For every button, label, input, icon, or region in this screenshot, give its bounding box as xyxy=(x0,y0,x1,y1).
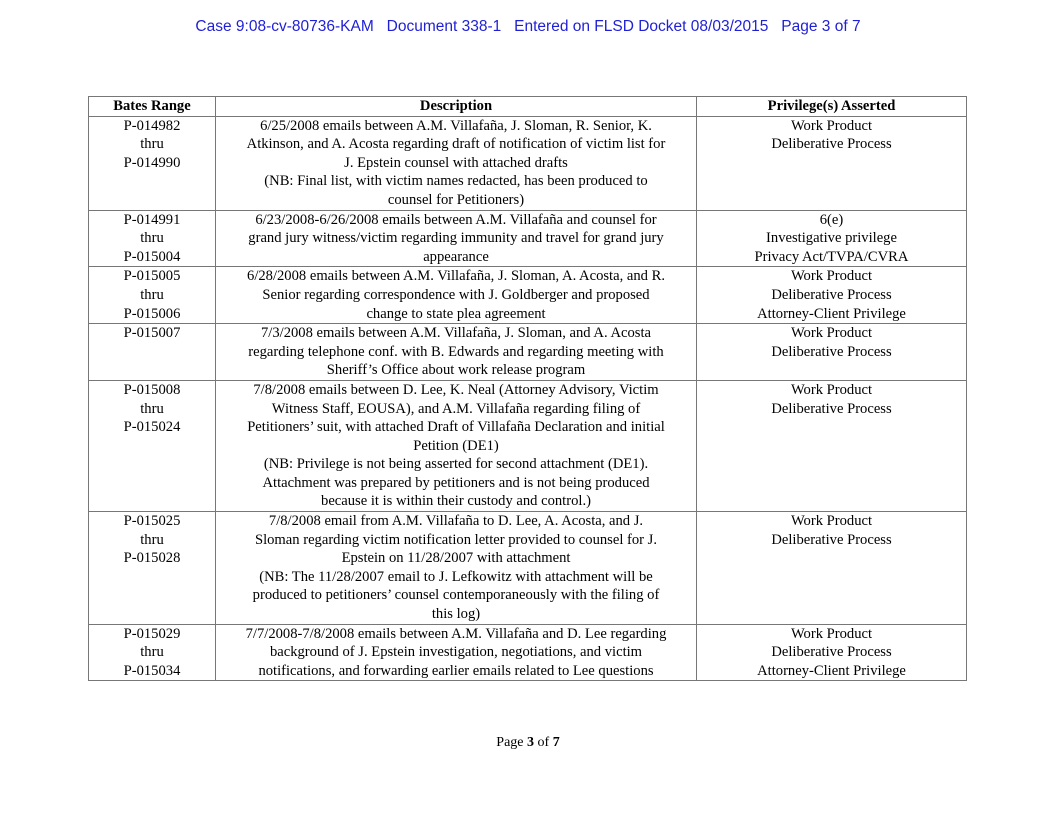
description-cell xyxy=(216,210,697,267)
privilege-line: Work Product xyxy=(790,117,873,134)
bates-range-line: P-015034 xyxy=(123,662,181,679)
description-line: because it is within their custody and control.) xyxy=(321,493,591,510)
description-line: Atkinson, and A. Acosta regarding draft of notification of victim list for xyxy=(246,136,666,153)
privilege-line: Deliberative Process xyxy=(771,531,892,548)
privilege-cell xyxy=(697,512,967,625)
description-line: (NB: Privilege is not being asserted for second attachment (DE1). xyxy=(263,456,649,473)
privilege-line: 6(e) xyxy=(819,211,844,228)
privilege-line: Work Product xyxy=(790,381,873,398)
bates-range-cell xyxy=(89,116,216,210)
privilege-line: Attorney-Client Privilege xyxy=(757,305,906,322)
table-row xyxy=(89,512,967,625)
privilege-line: Deliberative Process xyxy=(771,286,892,303)
privilege-line: Deliberative Process xyxy=(771,136,892,153)
description-line: Petitioners’ suit, with attached Draft of Villafaña Declaration and initial xyxy=(247,419,665,436)
description-line: 7/3/2008 emails between A.M. Villafaña, J. Sloman, and A. Acosta xyxy=(261,325,651,342)
description-line: change to state plea agreement xyxy=(366,305,546,322)
description-line: Senior regarding correspondence with J. Goldberger and proposed xyxy=(262,286,650,303)
description-line: regarding telephone conf. with B. Edwards and regarding meeting with xyxy=(248,343,664,360)
bates-range-line: thru xyxy=(140,644,164,661)
privilege-line: Work Product xyxy=(790,268,873,285)
bates-range-cell xyxy=(89,267,216,324)
privilege-line: Investigative privilege xyxy=(766,230,897,247)
bates-range-line: P-015029 xyxy=(123,625,181,642)
description-cell xyxy=(216,380,697,511)
description-line: 7/8/2008 emails between D. Lee, K. Neal (Attorney Advisory, Victim xyxy=(253,381,659,398)
bates-range-line: P-015005 xyxy=(123,268,181,285)
bates-range-line: P-015024 xyxy=(123,419,181,436)
bates-range-line: P-015025 xyxy=(123,513,181,530)
privilege-line: Attorney-Client Privilege xyxy=(757,662,906,679)
bates-range-line: thru xyxy=(140,286,164,303)
description-line: appearance xyxy=(423,248,489,265)
description-cell xyxy=(216,624,697,681)
privilege-cell xyxy=(697,380,967,511)
table-row xyxy=(89,267,967,324)
privilege-line: Work Product xyxy=(790,513,873,530)
privilege-line: Deliberative Process xyxy=(771,400,892,417)
description-line: grand jury witness/victim regarding immunity and travel for grand jury xyxy=(248,230,664,247)
footer-prefix: Page xyxy=(496,735,528,750)
privilege-line: Deliberative Process xyxy=(771,644,892,661)
bates-range-line: thru xyxy=(140,136,164,153)
bates-range-cell xyxy=(89,512,216,625)
table-row xyxy=(89,324,967,381)
table-row xyxy=(89,624,967,681)
bates-range-cell xyxy=(89,380,216,511)
privilege-cell xyxy=(697,116,967,210)
table-row xyxy=(89,116,967,210)
description-line: 6/25/2008 emails between A.M. Villafaña, J. Sloman, R. Senior, K. xyxy=(260,117,652,134)
privilege-log-table xyxy=(88,96,967,681)
description-cell xyxy=(216,116,697,210)
bates-range-line: P-014991 xyxy=(123,211,181,228)
privilege-line: Deliberative Process xyxy=(771,343,892,360)
description-line: 7/7/2008-7/8/2008 emails between A.M. Villafaña and D. Lee regarding xyxy=(245,625,667,642)
bates-range-line: P-015007 xyxy=(123,325,181,342)
description-line: J. Epstein counsel with attached drafts xyxy=(344,154,568,171)
table-row xyxy=(89,380,967,511)
privilege-cell xyxy=(697,267,967,324)
bates-range-line: P-015004 xyxy=(123,248,181,265)
table-header-row xyxy=(89,97,967,117)
bates-range-cell xyxy=(89,624,216,681)
description-cell xyxy=(216,512,697,625)
privilege-cell xyxy=(697,324,967,381)
description-line: this log) xyxy=(431,606,481,623)
page-footer xyxy=(0,735,1056,751)
privilege-line: Work Product xyxy=(790,625,873,642)
bates-range-cell xyxy=(89,324,216,381)
privilege-cell xyxy=(697,210,967,267)
description-line: counsel for Petitioners) xyxy=(387,191,525,208)
description-line: 6/28/2008 emails between A.M. Villafaña, J. Sloman, A. Acosta, and R. xyxy=(247,268,665,285)
privilege-line: Work Product xyxy=(790,325,873,342)
footer-total-pages: 7 xyxy=(552,735,560,750)
bates-range-cell xyxy=(89,210,216,267)
bates-range-line: P-014982 xyxy=(123,117,181,134)
column-header-description: Description xyxy=(216,97,697,117)
description-line: Sheriff’s Office about work release program xyxy=(326,362,586,379)
column-header-bates-range: Bates Range xyxy=(89,97,216,117)
footer-of: of xyxy=(534,735,553,750)
bates-range-line: P-015028 xyxy=(123,550,181,567)
table-row xyxy=(89,210,967,267)
description-line: 6/23/2008-6/26/2008 emails between A.M. Villafaña and counsel for xyxy=(255,211,657,228)
bates-range-line: P-015008 xyxy=(123,381,181,398)
description-line: 7/8/2008 email from A.M. Villafaña to D. Lee, A. Acosta, and J. xyxy=(268,513,644,530)
description-line: background of J. Epstein investigation, negotiations, and victim xyxy=(269,644,643,661)
bates-range-line: thru xyxy=(140,400,164,417)
bates-range-line: thru xyxy=(140,230,164,247)
description-line: notifications, and forwarding earlier emails related to Lee questions xyxy=(258,662,654,679)
description-line: Attachment was prepared by petitioners and is not being produced xyxy=(262,474,650,491)
privilege-line: Privacy Act/TVPA/CVRA xyxy=(754,248,909,265)
bates-range-line: thru xyxy=(140,531,164,548)
column-header-privileges: Privilege(s) Asserted xyxy=(697,97,967,117)
bates-range-line: P-014990 xyxy=(123,154,181,171)
description-line: Sloman regarding victim notification letter provided to counsel for J. xyxy=(254,531,658,548)
description-line: (NB: Final list, with victim names redacted, has been produced to xyxy=(264,173,648,190)
privilege-cell xyxy=(697,624,967,681)
footer-page-number: 3 xyxy=(527,735,535,750)
bates-range-line: P-015006 xyxy=(123,305,181,322)
description-line: Epstein on 11/28/2007 with attachment xyxy=(341,550,571,567)
description-line: Petition (DE1) xyxy=(413,437,499,454)
description-cell xyxy=(216,267,697,324)
description-line: Witness Staff, EOUSA), and A.M. Villafaña regarding filing of xyxy=(271,400,641,417)
description-line: (NB: The 11/28/2007 email to J. Lefkowitz with attachment will be xyxy=(259,568,653,585)
description-line: produced to petitioners’ counsel contemporaneously with the filing of xyxy=(252,587,660,604)
description-cell xyxy=(216,324,697,381)
docket-header-stamp: Case 9:08-cv-80736-KAM Document 338-1 Entered on FLSD Docket 08/03/2015 Page 3 of 7 xyxy=(195,18,861,35)
